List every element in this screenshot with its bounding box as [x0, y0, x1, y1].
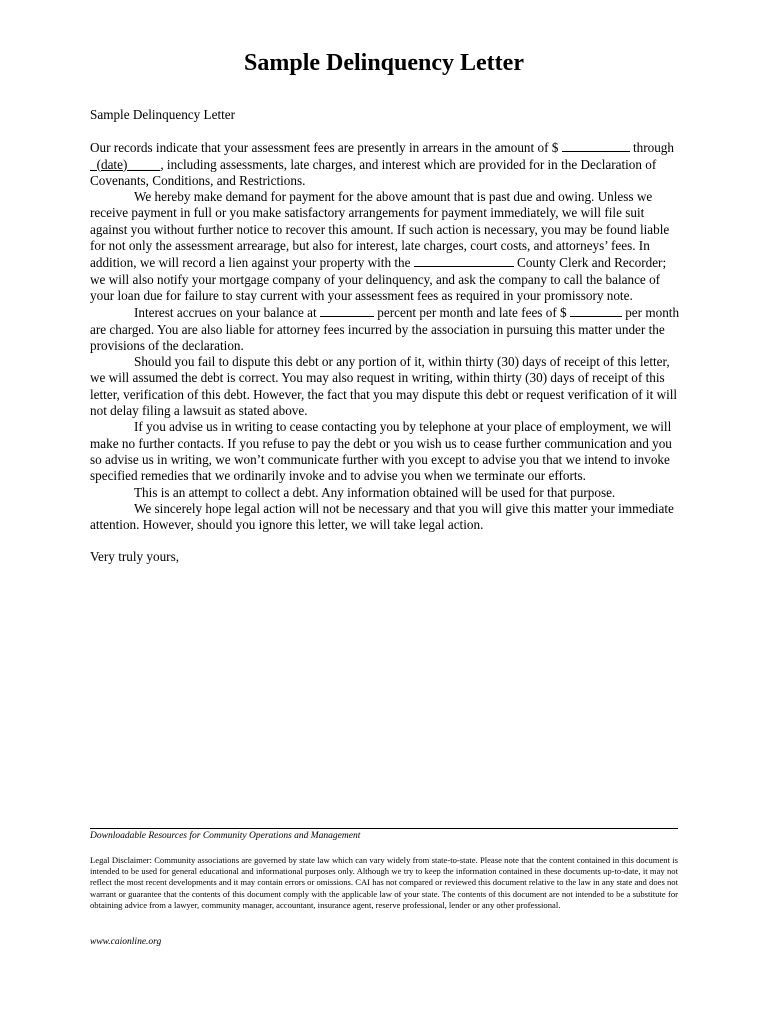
interest-mid: percent per month and late fees of $	[374, 305, 570, 321]
paragraph-cease-contact: If you advise us in writing to cease contacting you by telephone at your place of employment, we will make no further contacts. If you refuse to pay the debt or you wish us to cease further communication and you so advise us in writing, we won’t communicate further with you except to advise you that we intend to invoke specified remedies that we ordinarily invoke and to advise you when we terminate our efforts.	[90, 419, 672, 484]
letter-body	[90, 107, 680, 566]
closing-salutation: Very truly yours,	[90, 549, 180, 565]
paragraph-demand	[90, 189, 680, 304]
late-fee-blank	[570, 304, 622, 317]
legal-disclaimer: Legal Disclaimer: Community associations are governed by state law which can vary widely from state-to-state. Please note that the content contained in this document is intended to be used for general educational and informational purposes only. Although we try to keep the information contained in these documents up-to-date, it may not reflect the most recent developments and it may contain errors or omissions. CAI has not compared or reviewed this document relative to the law in any state and does not warrant or guarantee that the contents of this document comply with the applicable law of your state. The contents of this document are not intended to be a substitute for obtaining advice from a lawyer, community manager, accountant, insurance agent, reserve professional, lender or any other professional.	[90, 855, 678, 910]
date-placeholder: _(date)_____	[90, 156, 161, 172]
paragraph-arrears	[90, 139, 680, 189]
arrears-text: Our records indicate that your assessment fees are presently in arrears in the amount of $	[90, 140, 562, 156]
paragraph-debt-notice: This is an attempt to collect a debt. Any information obtained will be used for that purpose.	[134, 484, 616, 500]
page-title: Sample Delinquency Letter	[244, 50, 524, 76]
paragraph-interest	[90, 304, 680, 354]
interest-text: Interest accrues on your balance at	[134, 305, 320, 321]
through-text: through	[632, 140, 674, 156]
county-blank	[414, 254, 514, 267]
footer-divider	[90, 828, 678, 829]
demand-text: We hereby make demand for payment for the above amount that is past due and owing. Unless we receive payment in full or you make satisfactory arrangements for payment immediately, we will file suit against you without further notice to recover this amount. If such action is necessary, you may be found liable for not only the assessment arrearage, but also for interest, late charges, court costs, and attorneys’ fees. In addition, we will record a lien against your property with the	[90, 189, 670, 271]
paragraph-legal-action: We sincerely hope legal action will not be necessary and that you will give this matter your immediate attention. However, should you ignore this letter, we will take legal action.	[90, 500, 674, 533]
amount-blank	[562, 139, 630, 152]
interest-tail: per month are charged. You are also liable for attorney fees incurred by the association in pursuing this matter under the provisions of the declaration.	[90, 305, 680, 353]
arrears-tail: , including assessments, late charges, and interest which are provided for in the Declaration of Covenants, Conditions, and Restrictions.	[90, 156, 657, 188]
paragraph-dispute: Should you fail to dispute this debt or any portion of it, within thirty (30) days of receipt of this letter, we will assumed the debt is correct. You may also request in writing, within thirty (30) days of receipt of this letter, verification of this debt. However, the fact that you may dispute this debt or request verification of it will not delay filing a lawsuit as stated above.	[90, 354, 678, 419]
percent-blank	[320, 304, 374, 317]
footer-url-link[interactable]: www.caionline.org	[90, 937, 162, 947]
footer-resources-label: Downloadable Resources for Community Operations and Management	[90, 831, 361, 841]
letter-subtitle: Sample Delinquency Letter	[90, 107, 236, 122]
demand-tail: County Clerk and Recorder; we will also notify your mortgage company of your delinquency, and ask the company to call the balance of your loan due for failure to stay current with your assessment fees as required in your promissory note.	[90, 255, 667, 303]
